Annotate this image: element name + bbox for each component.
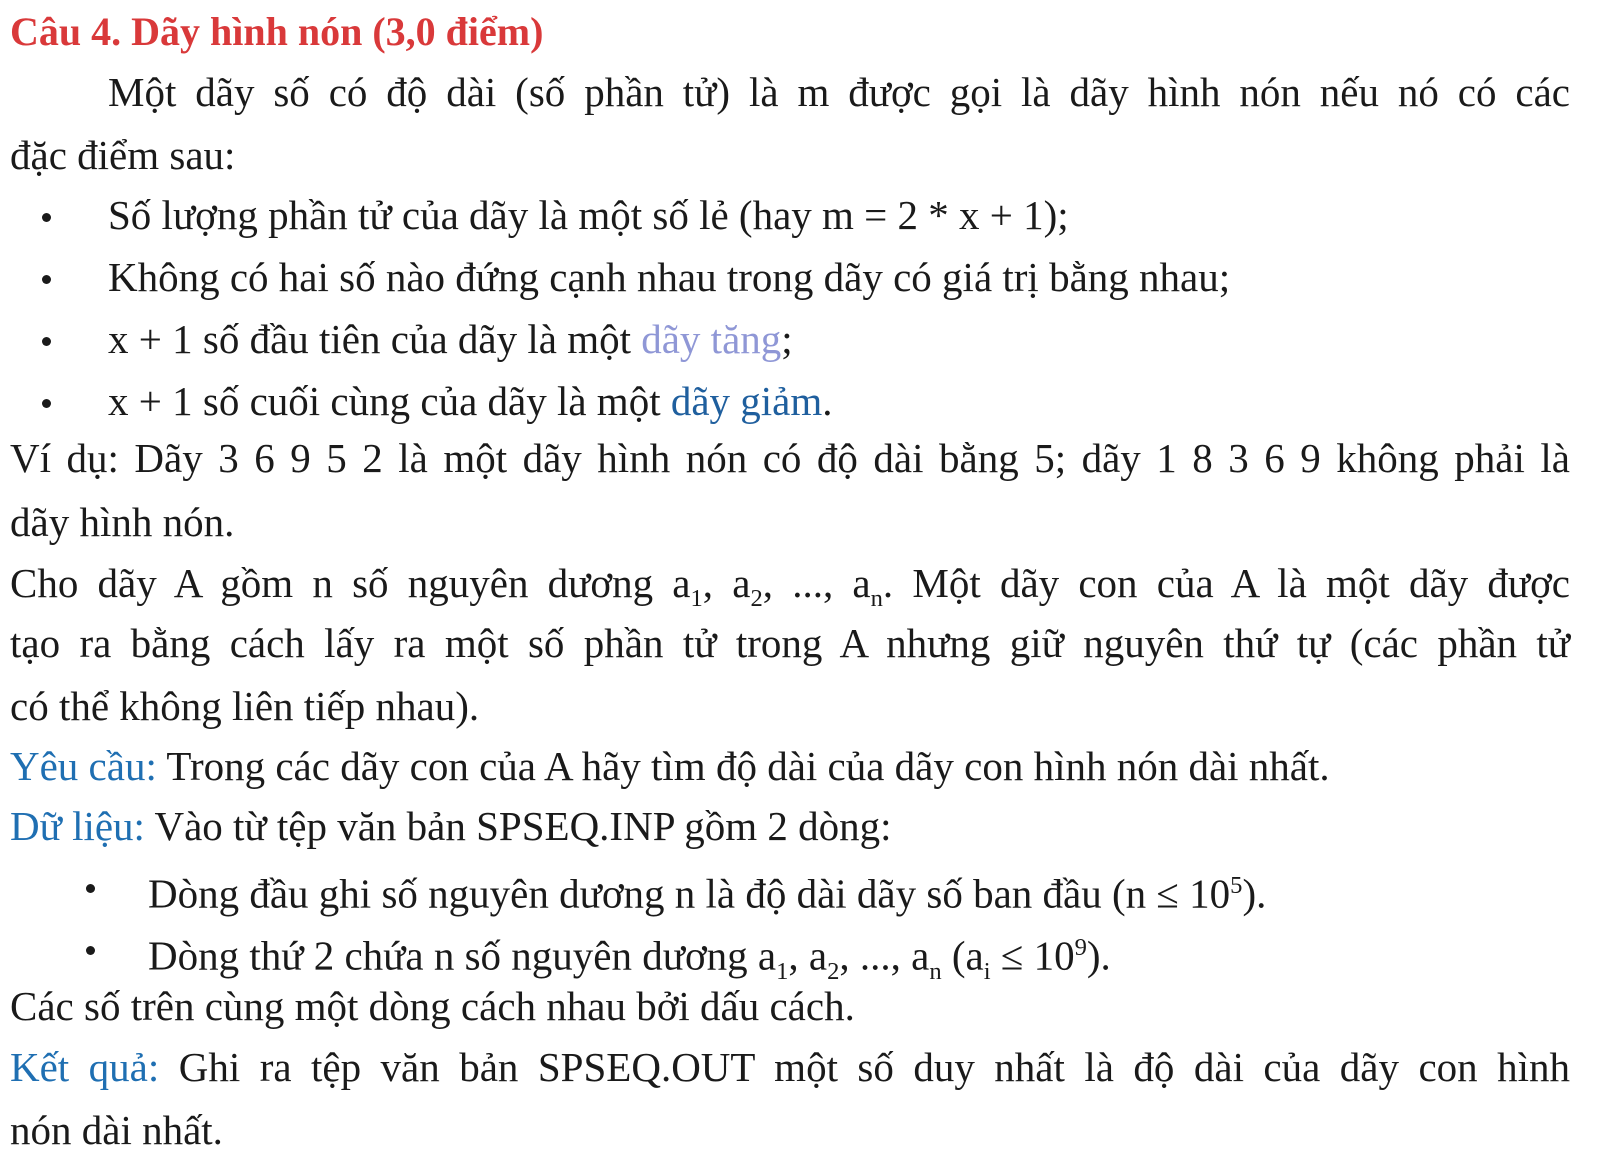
sep: , ..., a bbox=[839, 932, 930, 979]
bullet-icon bbox=[42, 337, 51, 346]
bullet-icon bbox=[42, 275, 51, 284]
intro-line-2: đặc điểm sau: bbox=[10, 132, 236, 178]
given-sep: , ..., a bbox=[762, 560, 871, 606]
subscript: n bbox=[929, 957, 942, 985]
given-line-3: có thể không liên tiếp nhau). bbox=[10, 683, 480, 729]
sep: (a bbox=[941, 932, 984, 979]
subscript: 1 bbox=[776, 957, 789, 985]
feature-3 bbox=[108, 309, 1570, 369]
input-bullet-1-end: ). bbox=[1242, 870, 1267, 917]
superscript: 9 bbox=[1074, 934, 1087, 961]
bullet-icon bbox=[42, 213, 51, 222]
given-text: . Một dãy con của A là một dãy được bbox=[882, 560, 1570, 606]
sep: ≤ 10 bbox=[990, 932, 1075, 979]
example-line-1: Ví dụ: Dãy 3 6 9 5 2 là một dãy hình nón có độ dài bằng 5; dãy 1 8 3 6 9 không phải là bbox=[10, 435, 1570, 481]
feature-4-text: x + 1 số cuối cùng của dãy là một bbox=[108, 378, 671, 424]
feature-4 bbox=[108, 371, 1570, 431]
sep: , a bbox=[788, 932, 828, 979]
requirement-label: Yêu cầu: bbox=[10, 743, 157, 789]
input-note: Các số trên cùng một dòng cách nhau bởi dấu cách. bbox=[10, 983, 855, 1029]
subscript: 2 bbox=[827, 957, 840, 985]
question-title: Câu 4. Dãy hình nón (3,0 điểm) bbox=[10, 9, 544, 54]
output-label: Kết quả: bbox=[10, 1044, 160, 1090]
bullet-icon bbox=[42, 399, 51, 408]
bullet-icon bbox=[86, 946, 95, 955]
input-bullet-2-text: Dòng thứ 2 chứa n số nguyên dương a bbox=[148, 932, 777, 979]
feature-3-text: x + 1 số đầu tiên của dãy là một bbox=[108, 316, 642, 362]
subscript: 2 bbox=[750, 585, 763, 613]
requirement-text: Trong các dãy con của A hãy tìm độ dài của dãy con hình nón dài nhất. bbox=[156, 743, 1330, 789]
feature-1: Số lượng phần tử của dãy là một số lẻ (hay m = 2 * x + 1); bbox=[108, 192, 1069, 238]
given-sep: , a bbox=[702, 560, 751, 606]
superscript: 5 bbox=[1230, 872, 1243, 899]
feature-2: Không có hai số nào đứng cạnh nhau trong dãy có giá trị bằng nhau; bbox=[108, 254, 1231, 300]
intro-line-1: Một dãy số có độ dài (số phần tử) là m được gọi là dãy hình nón nếu nó có các bbox=[108, 69, 1570, 115]
output-line-2: nón dài nhất. bbox=[10, 1107, 223, 1153]
input-bullet-1-text: Dòng đầu ghi số nguyên dương n là độ dài dãy số ban đầu (n ≤ 10 bbox=[148, 870, 1231, 917]
feature-4-end: . bbox=[822, 378, 833, 424]
output-line-1 bbox=[10, 1037, 1570, 1097]
subscript: 1 bbox=[690, 585, 703, 613]
subscript: i bbox=[983, 957, 991, 985]
output-text: Ghi ra tệp văn bản SPSEQ.OUT một số duy nhất là độ dài của dãy con hình bbox=[159, 1044, 1570, 1090]
example-line-2: dãy hình nón. bbox=[10, 499, 235, 545]
input-text: Vào từ tệp văn bản SPSEQ.INP gồm 2 dòng: bbox=[144, 803, 892, 849]
requirement-line bbox=[10, 736, 1570, 796]
given-text: Cho dãy A gồm n số nguyên dương a bbox=[10, 560, 691, 606]
input-bullet-1 bbox=[148, 856, 1570, 924]
input-bullet-2-end: ). bbox=[1086, 932, 1111, 979]
increasing-sequence-term: dãy tăng bbox=[641, 316, 782, 362]
bullet-icon bbox=[86, 884, 95, 893]
input-label: Dữ liệu: bbox=[10, 803, 145, 849]
input-line bbox=[10, 796, 1570, 856]
feature-3-end: ; bbox=[781, 316, 793, 362]
subscript: n bbox=[870, 585, 883, 613]
given-line-2: tạo ra bằng cách lấy ra một số phần tử trong A nhưng giữ nguyên thứ tự (các phần tử bbox=[10, 620, 1570, 666]
decreasing-sequence-term: dãy giảm bbox=[670, 378, 823, 424]
